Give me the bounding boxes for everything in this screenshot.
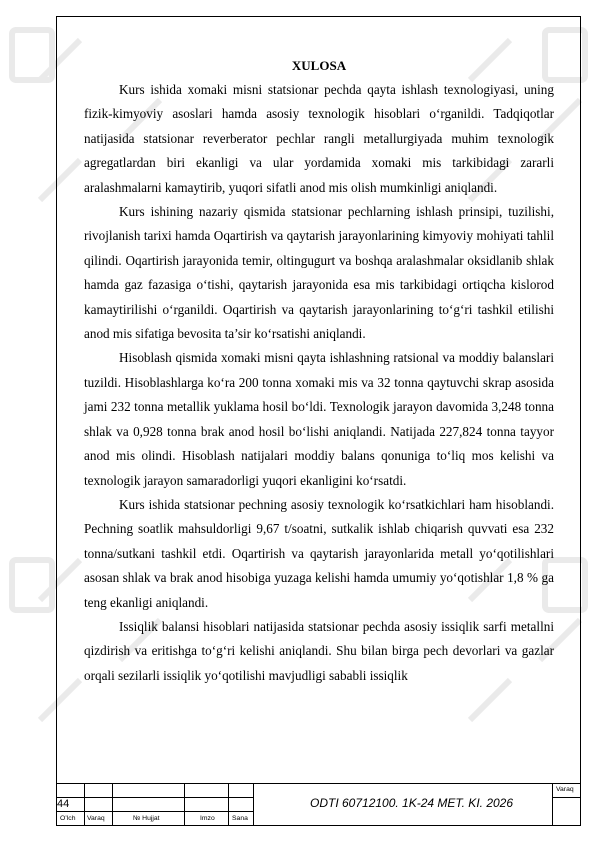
stamp-col-sana: Sana	[232, 815, 248, 822]
stamp-col-line-1	[84, 783, 85, 826]
page-title: XULOSA	[291, 58, 347, 73]
stamp-col-varaq: Varaq	[87, 815, 105, 822]
stamp-col-line-5	[253, 783, 254, 826]
document-code: ODTI 60712100. 1K-24 MET. KI. 2026	[310, 796, 514, 810]
stamp-col-hujjat: № Hujjat	[133, 815, 160, 822]
paragraph-5: Issiqlik balansi hisoblari natijasida statsionar pechda asosiy issiqlik sarfi metallni qizdirish va eritishga to‘g‘ri kelishi aniqlandi. Shu bilan birga pech devorlari va gazlar orqali sezilarli issiqlik yo‘qotilishi mavjudligi sababli issiqlik	[84, 618, 554, 683]
paragraph-2: Kurs ishining nazariy qismida statsionar pechlarning ishlash prinsipi, tuzilishi, rivojlanish tarixi hamda Oqartirish va qaytarish jarayonlarining kimyoviy mohiyati tahlil qilindi. Oqartirish jarayonida temir, oltingugurt va boshqa aralashmalar oksidlanib shlak hamda gaz fazasiga o‘tishi, qaytarish jarayonida esa mis tarkibidagi ortiqcha kislorod kamaytirilishi o‘rganildi. Oqartirish va qaytarish jarayonlarining to‘g‘ri tashkil etilishi anod mis sifatiga bevosita ta’sir ko‘rsatishi aniqlandi.	[84, 204, 554, 342]
page-number: 44	[57, 798, 70, 810]
stamp-row-line-2	[56, 811, 253, 812]
paragraph-4: Kurs ishida statsionar pechning asosiy texnologik ko‘rsatkichlari ham hisoblandi. Pechning soatlik mahsuldorligi 9,67 t/soatni, sutkalik ishlab chiqarish quvvati esa 232 tonna/sutkani tashkil etdi. Oqartirish va qaytarish jarayonlarida metall yo‘qotilishlari asosan shlak va brak anod hisobiga yuzaga kelishi hamda umumiy yo‘qotishlar 1,8 % ga teng ekanligi aniqlandi.	[84, 496, 554, 610]
paragraph-1: Kurs ishida xomaki misni statsionar pechda qayta ishlash texnologiyasi, uning fizik-kimyoviy asoslari hamda asosiy texnologik hisoblari o‘rganildi. Tadqiqotlar natijasida statsionar reverberator pechlar rangli metallurgiyada muhim texnologik agregatlardan biri ekanligi va ular yordamida xomaki mis tarkibidagi zararli aralashmalarni kamaytirib, yuqori sifatli anod mis olish mumkinligi aniqlandi.	[84, 82, 554, 195]
stamp-top-line	[56, 783, 581, 784]
varaq-label: Varaq	[556, 786, 574, 793]
stamp-col-line-4	[228, 783, 229, 826]
stamp-col-line-3	[184, 783, 185, 826]
stamp-col-olch: O’lch	[60, 815, 76, 822]
stamp-col-line-6	[552, 783, 553, 826]
document-body	[84, 78, 554, 688]
paragraph-3: Hisoblash qismida xomaki misni qayta ishlashning ratsional va moddiy balanslari tuzildi. Hisoblashlarga ko‘ra 200 tonna xomaki mis va 32 tonna qaytuvchi skrap asosida jami 232 tonna metallik yuklama hosil bo‘ldi. Texnologik jarayon davomida 3,248 tonna shlak va 0,928 tonna brak anod hosil bo‘lishi aniqlandi. Natijada 227,824 tonna tayyor anod mis olindi. Hisoblash natijalari moddiy balans qonuniga to‘liq mos kelishi va texnologik jarayon samaradorligi yuqori ekanligini ko‘rsatdi.	[84, 350, 554, 488]
stamp-col-line-2	[112, 783, 113, 826]
stamp-row-line-1	[56, 797, 253, 798]
stamp-varaq-line	[552, 797, 581, 798]
stamp-col-imzo: Imzo	[200, 815, 215, 822]
title-block-stamp	[56, 783, 581, 826]
